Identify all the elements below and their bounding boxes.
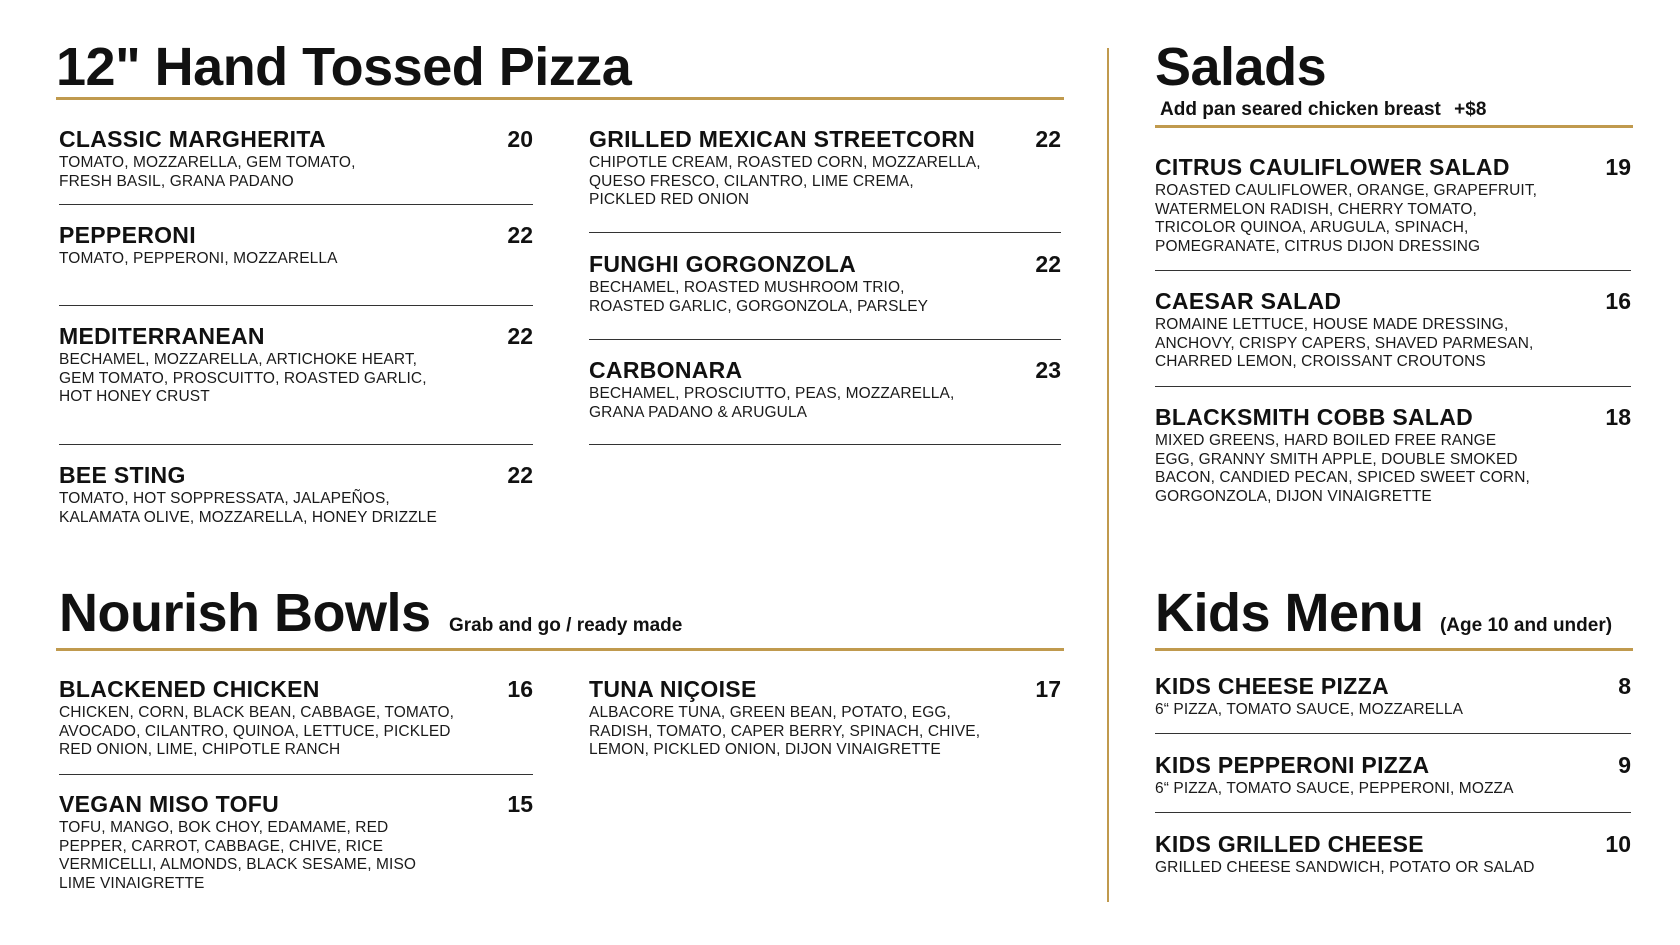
menu-item-classic-margherita [59,126,533,191]
item-name: KIDS CHEESE PIZZA [1155,673,1389,699]
item-price: 20 [507,126,533,152]
item-name: GRILLED MEXICAN STREETCORN [589,126,976,152]
item-description: 6“ PIZZA, TOMATO SAUCE, PEPPERONI, MOZZA [1155,780,1514,797]
item-description: TOMATO, HOT SOPPRESSATA, JALAPEÑOS, KALAMATA OLIVE, MOZZARELLA, HONEY DRIZZLE [59,490,437,526]
item-price: 8 [1618,673,1631,699]
item-divider [589,232,1061,233]
menu-item-blackened-chicken [59,676,533,760]
menu-item-mediterranean [59,323,533,407]
salads-section-title: Salads [1155,37,1327,97]
item-description: CHIPOTLE CREAM, ROASTED CORN, MOZZARELLA, QUESO FRESCO, CILANTRO, LIME CREMA, PICKLED RED ONION [589,154,981,208]
item-description: CHICKEN, CORN, BLACK BEAN, CABBAGE, TOMATO, AVOCADO, CILANTRO, QUINOA, LETTUCE, PICKLED RED ONION, LIME, CHIPOTLE RANCH [59,704,455,758]
item-divider [59,305,533,306]
item-divider [59,204,533,205]
item-divider [1155,270,1631,271]
item-description: ROMAINE LETTUCE, HOUSE MADE DRESSING, ANCHOVY, CRISPY CAPERS, SHAVED PARMESAN, CHARRED LEMON, CROISSANT CROUTONS [1155,316,1534,370]
item-price: 19 [1605,154,1631,180]
menu-item-caesar-salad [1155,288,1631,372]
item-price: 22 [507,222,533,248]
item-name: VEGAN MISO TOFU [59,791,280,817]
item-name: TUNA NIÇOISE [589,676,757,702]
item-price: 22 [1035,251,1061,277]
item-description: BECHAMEL, MOZZARELLA, ARTICHOKE HEART, GEM TOMATO, PROSCUITTO, ROASTED GARLIC, HOT HONEY CRUST [59,351,427,405]
item-description: TOMATO, PEPPERONI, MOZZARELLA [59,250,338,267]
item-divider [1155,733,1631,734]
item-divider [1155,812,1631,813]
item-name: CITRUS CAULIFLOWER SALAD [1155,154,1510,180]
item-name: CAESAR SALAD [1155,288,1342,314]
kids-title-rule [1155,648,1633,651]
item-divider [1155,386,1631,387]
item-description: 6“ PIZZA, TOMATO SAUCE, MOZZARELLA [1155,701,1464,718]
item-price: 18 [1605,404,1631,430]
kids-section-title: Kids Menu [1155,583,1424,643]
menu-item-funghi-gorgonzola [589,251,1061,316]
item-name: CLASSIC MARGHERITA [59,126,326,152]
menu-item-kids-cheese-pizza [1155,673,1631,720]
menu-item-pepperoni [59,222,533,269]
menu-item-bee-sting [59,462,533,527]
menu-item-tuna-nicoise [589,676,1061,760]
bowls-title-rule [56,648,1064,651]
item-price: 16 [1605,288,1631,314]
item-price: 15 [507,791,533,817]
menu-item-kids-pepperoni-pizza [1155,752,1631,799]
item-name: BEE STING [59,462,186,488]
item-description: TOFU, MANGO, BOK CHOY, EDAMAME, RED PEPPER, CARROT, CABBAGE, CHIVE, RICE VERMICELLI, ALMONDS, BLACK SESAME, MISO LIME VINAIGRETTE [59,819,417,892]
salads-title-rule [1155,125,1633,128]
kids-subtitle: (Age 10 and under) [1439,615,1613,636]
menu-item-blacksmith-cobb-salad [1155,404,1631,506]
item-description: MIXED GREENS, HARD BOILED FREE RANGE EGG, GRANNY SMITH APPLE, DOUBLE SMOKED BACON, CANDIED PECAN, SPICED SWEET CORN, GORGONZOLA, DIJON VINAIGRETTE [1155,432,1530,505]
bowls-header [59,583,683,643]
item-name: FUNGHI GORGONZOLA [589,251,857,277]
item-name: KIDS PEPPERONI PIZZA [1155,752,1430,778]
menu-item-kids-grilled-cheese [1155,831,1631,878]
item-description: ALBACORE TUNA, GREEN BEAN, POTATO, EGG, RADISH, TOMATO, CAPER BERRY, SPINACH, CHIVE, LEMON, PICKLED ONION, DIJON VINAIGRETTE [589,704,981,758]
menu-item-citrus-cauliflower-salad [1155,154,1631,256]
addon-price: +$8 [1454,99,1487,120]
item-name: CARBONARA [589,357,743,383]
menu-item-vegan-miso-tofu [59,791,533,893]
item-price: 17 [1035,676,1061,702]
item-description: BECHAMEL, ROASTED MUSHROOM TRIO, ROASTED GARLIC, GORGONZOLA, PARSLEY [589,279,929,315]
menu-item-carbonara [589,357,1061,422]
item-divider [59,774,533,775]
item-name: BLACKSMITH COBB SALAD [1155,404,1474,430]
bowls-subtitle: Grab and go / ready made [448,615,683,636]
item-description: GRILLED CHEESE SANDWICH, POTATO OR SALAD [1155,859,1535,876]
item-description: TOMATO, MOZZARELLA, GEM TOMATO, FRESH BASIL, GRANA PADANO [59,154,356,190]
item-price: 9 [1618,752,1631,778]
pizza-section-title: 12" Hand Tossed Pizza [56,37,632,97]
item-description: BECHAMEL, PROSCIUTTO, PEAS, MOZZARELLA, GRANA PADANO & ARUGULA [589,385,955,421]
salads-addon-note [1160,99,1486,121]
item-price: 22 [1035,126,1061,152]
bowls-section-title: Nourish Bowls [59,583,431,643]
item-name: KIDS GRILLED CHEESE [1155,831,1424,857]
item-price: 16 [507,676,533,702]
column-divider [1107,48,1109,902]
kids-header [1155,583,1613,643]
item-divider [589,444,1061,445]
item-divider [589,339,1061,340]
item-price: 22 [507,323,533,349]
item-description: ROASTED CAULIFLOWER, ORANGE, GRAPEFRUIT, WATERMELON RADISH, CHERRY TOMATO, TRICOLOR QUINOA, ARUGULA, SPINACH, POMEGRANATE, CITRUS DIJON DRESSING [1155,182,1538,255]
item-price: 10 [1605,831,1631,857]
item-price: 22 [507,462,533,488]
item-divider [59,444,533,445]
menu-item-grilled-mexican-streetcorn [589,126,1061,210]
item-name: PEPPERONI [59,222,196,248]
item-price: 23 [1035,357,1061,383]
item-name: BLACKENED CHICKEN [59,676,320,702]
addon-label: Add pan seared chicken breast [1160,99,1441,120]
item-name: MEDITERRANEAN [59,323,265,349]
pizza-title-rule [56,97,1064,100]
